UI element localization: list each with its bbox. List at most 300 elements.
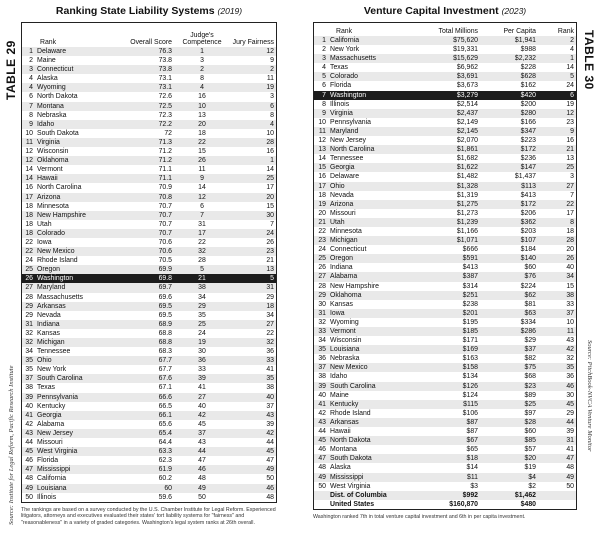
cell-rank: 25 <box>314 254 328 263</box>
cell-rank: 28 <box>25 293 33 301</box>
cell-value-1: $3,279 <box>416 91 480 100</box>
table-row <box>314 400 576 409</box>
cell-value-1: $1,622 <box>416 163 480 172</box>
cell-rank: 43 <box>22 429 35 438</box>
cell-value-2: 41 <box>198 384 206 392</box>
cell-state: Massachusetts <box>328 54 416 63</box>
cell-value-1: $3,673 <box>456 82 478 90</box>
table-row <box>314 345 576 354</box>
table-row <box>22 156 276 165</box>
cell-value-2: 46 <box>174 465 230 474</box>
table-row <box>22 265 276 274</box>
cell-rank: 2 <box>322 46 326 54</box>
cell-state: North Carolina <box>328 145 416 154</box>
cell-value-2: $37 <box>480 345 538 354</box>
cell-state: North Dakota <box>328 436 416 445</box>
col-total-millions: Total Millions <box>438 28 478 36</box>
cell-value-3: 19 <box>230 83 276 92</box>
cell-rank: 49 <box>314 473 328 482</box>
cell-state: New Mexico <box>35 247 118 256</box>
cell-value-1: 70.7 <box>118 229 174 238</box>
table-row <box>22 320 276 329</box>
cell-value-1: 72.6 <box>158 93 172 101</box>
table-row <box>22 102 276 111</box>
cell-value-1: $75,620 <box>416 36 480 45</box>
table-row <box>22 393 276 402</box>
cell-value-1: 65.6 <box>158 420 172 428</box>
cell-value-2: 37 <box>174 429 230 438</box>
cell-value-3: 25 <box>538 163 576 172</box>
cell-value-2: $286 <box>480 327 538 336</box>
table-row <box>22 365 276 374</box>
cell-value-2: $97 <box>524 409 536 417</box>
cell-rank: 41 <box>314 400 328 409</box>
cell-value-1: $126 <box>416 382 480 391</box>
col-rank: Rank <box>336 28 353 36</box>
table-row <box>314 54 576 63</box>
cell-value-3: 29 <box>566 409 574 417</box>
cell-state: New Mexico <box>328 363 416 372</box>
cell-state: Hawaii <box>35 174 118 183</box>
cell-value-2: 47 <box>198 457 206 465</box>
cell-rank: 4 <box>322 64 326 72</box>
cell-value-3: 40 <box>566 264 574 272</box>
cell-value-3: 39 <box>266 420 274 428</box>
cell-state: Tennessee <box>37 348 71 356</box>
col-judges-competence: Judge's Competence <box>182 31 222 47</box>
cell-value-1: 67.1 <box>158 384 172 392</box>
cell-value-1: 69.9 <box>118 265 174 274</box>
table-row <box>22 356 276 365</box>
cell-rank: 9 <box>22 120 35 129</box>
cell-value-1: 71.1 <box>158 166 172 174</box>
table-row <box>314 182 576 191</box>
left-source: Source: Institute for Legal Reform, Pacific Research Institute <box>8 365 15 525</box>
cell-value-1: $2,070 <box>456 137 478 145</box>
col-per-capita-rank: Rank <box>557 28 574 36</box>
venture-title: Venture Capital Investment (2023) <box>363 5 527 17</box>
cell-rank: 47 <box>314 454 328 463</box>
cell-state: Michigan <box>328 236 416 245</box>
cell-value-3: 1 <box>538 54 576 63</box>
cell-value-3: 50 <box>266 475 274 483</box>
cell-value-3 <box>538 491 576 500</box>
cell-state: United States <box>328 500 416 509</box>
cell-value-2: $60 <box>524 428 536 436</box>
cell-value-3: 7 <box>270 220 274 228</box>
cell-value-2: $57 <box>524 446 536 454</box>
cell-value-3: 6 <box>538 91 576 100</box>
cell-value-2: 50 <box>198 493 206 501</box>
cell-state: Mississippi <box>35 465 118 474</box>
table-row <box>22 465 276 474</box>
cell-rank: 31 <box>314 309 328 318</box>
cell-rank: 33 <box>314 327 328 336</box>
table-row <box>314 163 576 172</box>
cell-value-2: 31 <box>198 220 206 228</box>
table-row <box>22 456 276 465</box>
table-row <box>314 172 576 181</box>
cell-state: Alaska <box>37 75 58 83</box>
cell-rank: 41 <box>22 411 35 420</box>
cell-value-3: 16 <box>566 137 574 145</box>
table-row <box>314 463 576 472</box>
cell-state: Colorado <box>35 229 118 238</box>
table-row <box>314 427 576 436</box>
cell-value-3: 34 <box>266 311 274 319</box>
cell-value-3: 27 <box>538 182 576 191</box>
cell-value-2: $62 <box>480 291 538 300</box>
cell-rank: 44 <box>25 439 33 447</box>
col-jury-fairness: Jury Fairness <box>232 39 274 47</box>
cell-rank <box>314 500 328 509</box>
cell-value-3: 16 <box>266 148 274 156</box>
cell-value-2: 9 <box>174 174 230 183</box>
cell-rank: 50 <box>318 482 326 490</box>
cell-rank: 18 <box>22 211 35 220</box>
table-30-label: TABLE 30 <box>582 30 596 90</box>
cell-value-3: 39 <box>566 428 574 436</box>
cell-value-1: 72.5 <box>118 102 174 111</box>
cell-state: Alabama <box>328 272 416 281</box>
cell-state: New York <box>330 46 360 54</box>
cell-value-2: 43 <box>198 439 206 447</box>
cell-value-1: 67.6 <box>118 374 174 383</box>
col-rank: Rank <box>40 39 57 47</box>
cell-state: Kentucky <box>37 402 66 410</box>
cell-rank: 45 <box>314 436 328 445</box>
table-row <box>314 209 576 218</box>
cell-value-2: $162 <box>520 82 536 90</box>
cell-state: Ohio <box>35 356 118 365</box>
table-row <box>22 111 276 120</box>
liability-panel <box>21 0 277 526</box>
cell-value-1: 69.5 <box>118 302 174 311</box>
cell-value-2: 12 <box>174 193 230 202</box>
cell-rank: 35 <box>314 345 328 354</box>
right-source: Source: PitchBook-NVCA Venture Monitor <box>586 340 593 452</box>
cell-value-1: $591 <box>416 254 480 263</box>
cell-value-2: 32 <box>174 247 230 256</box>
cell-state: Tennessee <box>330 155 364 163</box>
cell-value-2: 13 <box>198 111 206 119</box>
cell-value-3: 27 <box>230 320 276 329</box>
cell-value-2: $140 <box>480 254 538 263</box>
cell-value-1: $1,273 <box>456 209 478 217</box>
table-row <box>314 300 576 309</box>
cell-value-2: $236 <box>520 155 536 163</box>
cell-state: South Dakota <box>328 454 416 463</box>
cell-value-3: 50 <box>566 482 574 490</box>
cell-value-3: 18 <box>230 302 276 311</box>
cell-value-3: 48 <box>566 464 574 472</box>
cell-state: Vermont <box>328 327 416 336</box>
cell-state: Louisiana <box>328 345 416 354</box>
cell-value-2: $1,437 <box>514 173 536 181</box>
cell-state: Minnesota <box>37 202 69 210</box>
table-row <box>314 272 576 281</box>
cell-rank: 3 <box>314 54 328 63</box>
cell-value-2: 14 <box>198 184 206 192</box>
cell-value-2: 6 <box>200 202 204 210</box>
cell-rank: 2 <box>29 57 33 65</box>
table-row <box>314 336 576 345</box>
cell-value-2: $25 <box>480 400 538 409</box>
cell-value-1: 67.7 <box>158 366 172 374</box>
cell-value-2: 45 <box>198 420 206 428</box>
cell-state: Texas <box>37 384 55 392</box>
cell-rank: 9 <box>314 109 328 118</box>
table-row <box>22 129 276 138</box>
cell-rank: 28 <box>318 282 326 290</box>
cell-value-2: 7 <box>174 211 230 220</box>
cell-value-2: $413 <box>520 191 536 199</box>
cell-value-2: 34 <box>198 293 206 301</box>
cell-rank: 1 <box>22 47 35 56</box>
liability-note: The rankings are based on a survey conducted by the U.S. Chamber Institute for Legal Reform. Experienced litigators, attorneys and executives evaluated their states' tort liability systems for "fairness" and "reasonableness" in a variety of graded categories. Washington's legal system ranks at 26th overall. <box>21 506 276 526</box>
cell-state: New York <box>37 366 67 374</box>
table-row <box>22 65 276 74</box>
cell-rank: 32 <box>22 338 35 347</box>
table-row <box>314 218 576 227</box>
cell-value-3: 14 <box>566 64 574 72</box>
table-row <box>314 382 576 391</box>
cell-value-1: $115 <box>416 400 480 409</box>
table-row <box>314 191 576 200</box>
table-row <box>314 363 576 372</box>
cell-value-2: 10 <box>174 102 230 111</box>
cell-value-1: 71.3 <box>118 138 174 147</box>
cell-rank: 11 <box>22 138 35 147</box>
cell-value-1: 61.9 <box>118 465 174 474</box>
cell-value-2: $334 <box>520 318 536 326</box>
cell-value-1: 69.7 <box>118 283 174 292</box>
table-row <box>314 263 576 272</box>
table-row <box>314 254 576 263</box>
cell-state: South Dakota <box>37 129 79 137</box>
cell-value-3: 46 <box>538 382 576 391</box>
cell-value-2: $147 <box>480 163 538 172</box>
cell-value-3: 6 <box>230 102 276 111</box>
table-row <box>314 309 576 318</box>
cell-value-1: $124 <box>462 391 478 399</box>
cell-value-3: 43 <box>566 337 574 345</box>
cell-state: New Jersey <box>330 137 366 145</box>
cell-value-3: 19 <box>566 100 574 108</box>
cell-value-2: $172 <box>480 200 538 209</box>
cell-value-3: 31 <box>230 283 276 292</box>
table-row <box>314 36 576 45</box>
cell-value-1: $1,482 <box>456 173 478 181</box>
cell-value-1: 68.3 <box>158 348 172 356</box>
cell-value-2: 18 <box>198 129 206 137</box>
cell-state: Texas <box>330 64 348 72</box>
cell-value-1: $2,437 <box>416 109 480 118</box>
cell-value-3: 10 <box>566 318 574 326</box>
liability-title: Ranking State Liability Systems (2019) <box>55 5 243 17</box>
cell-rank: 39 <box>22 393 35 402</box>
table-row <box>314 291 576 300</box>
cell-state: Florida <box>330 82 352 90</box>
table-row <box>22 147 276 156</box>
table-row <box>314 145 576 154</box>
col-per-capita: Per Capita <box>503 28 536 36</box>
cell-value-3: 11 <box>266 75 274 83</box>
table-row <box>22 138 276 147</box>
cell-value-1: 71.2 <box>158 148 172 156</box>
cell-value-1: $1,275 <box>416 200 480 209</box>
cell-value-1: $18 <box>416 454 480 463</box>
cell-value-3: 37 <box>266 402 274 410</box>
cell-value-1: 63.3 <box>118 447 174 456</box>
table-row <box>314 72 576 81</box>
cell-state: Ohio <box>328 182 416 191</box>
cell-rank: 37 <box>22 374 35 383</box>
cell-rank: 22 <box>22 247 35 256</box>
cell-state: Virginia <box>35 138 118 147</box>
cell-state: Kansas <box>330 300 353 308</box>
cell-state: Nebraska <box>330 355 360 363</box>
cell-value-2: 25 <box>174 320 230 329</box>
cell-state: Alabama <box>37 420 65 428</box>
cell-value-2: 4 <box>174 83 230 92</box>
table-row <box>22 83 276 92</box>
cell-rank: 22 <box>25 238 33 246</box>
cell-value-3: 3 <box>570 173 574 181</box>
cell-value-3: 36 <box>266 348 274 356</box>
cell-rank: 26 <box>22 274 35 283</box>
cell-value-2: $280 <box>480 109 538 118</box>
cell-value-3: 45 <box>230 447 276 456</box>
cell-rank: 12 <box>22 156 35 165</box>
cell-value-1: 70.6 <box>158 238 172 246</box>
table-row <box>22 174 276 183</box>
cell-state: Pennsylvania <box>35 393 118 402</box>
cell-state: Florida <box>37 457 59 465</box>
cell-state: Arizona <box>35 193 118 202</box>
table-row <box>22 74 276 83</box>
cell-rank: 18 <box>25 220 33 228</box>
cell-rank: 29 <box>22 302 35 311</box>
cell-value-3: 5 <box>538 72 576 81</box>
cell-value-1: 73.1 <box>118 83 174 92</box>
cell-rank: 34 <box>318 337 326 345</box>
cell-state: Louisiana <box>35 484 118 493</box>
cell-value-1: 73.8 <box>118 65 174 74</box>
cell-state: Virginia <box>328 109 416 118</box>
cell-value-1: $65 <box>466 446 478 454</box>
cell-rank: 38 <box>25 384 33 392</box>
cell-value-2: $76 <box>480 272 538 281</box>
table-row <box>22 474 276 483</box>
cell-value-3: 34 <box>538 272 576 281</box>
table-row <box>314 100 576 109</box>
cell-value-3: 47 <box>538 454 576 463</box>
cell-value-3: 28 <box>230 138 276 147</box>
cell-value-2: $2,232 <box>480 54 538 63</box>
cell-value-2: $2 <box>528 482 536 490</box>
cell-state: Arkansas <box>328 418 416 427</box>
table-row <box>314 282 576 291</box>
cell-state: Missouri <box>330 209 356 217</box>
cell-value-2: $420 <box>480 91 538 100</box>
table-row <box>314 318 576 327</box>
cell-value-3: 49 <box>538 473 576 482</box>
cell-state: Wisconsin <box>330 337 362 345</box>
cell-state: Maine <box>37 57 56 65</box>
venture-note: Washington ranked 7th in total venture capital investment and 6th in per capita investment. <box>313 513 526 520</box>
table-row <box>314 354 576 363</box>
cell-value-3: 44 <box>266 439 274 447</box>
cell-value-1: 65.4 <box>118 429 174 438</box>
cell-value-3: 5 <box>230 274 276 283</box>
cell-state: Kentucky <box>328 400 416 409</box>
cell-value-2: 49 <box>174 484 230 493</box>
table-row <box>314 200 576 209</box>
table-row <box>314 45 576 54</box>
cell-value-1: 72 <box>164 129 172 137</box>
table-row <box>22 202 276 211</box>
cell-value-3: 24 <box>230 229 276 238</box>
col-overall-score: Overall Score <box>130 39 172 47</box>
cell-state: Arkansas <box>35 302 118 311</box>
cell-rank: 40 <box>25 402 33 410</box>
cell-state: Nevada <box>330 191 354 199</box>
cell-state: Illinois <box>330 100 350 108</box>
cell-state: South Carolina <box>328 382 416 391</box>
cell-value-1: $1,861 <box>416 145 480 154</box>
cell-state: Indiana <box>330 264 353 272</box>
cell-value-3: 33 <box>230 356 276 365</box>
cell-value-1: $2,145 <box>416 127 480 136</box>
cell-value-1: $238 <box>462 300 478 308</box>
cell-rank: 6 <box>322 82 326 90</box>
cell-state: Massachusetts <box>37 293 83 301</box>
table-row <box>22 183 276 192</box>
table-row <box>22 429 276 438</box>
cell-value-1: 71.2 <box>118 156 174 165</box>
table-row <box>22 229 276 238</box>
cell-value-1: $6,962 <box>456 64 478 72</box>
cell-state: Rhode Island <box>330 409 371 417</box>
table-row <box>22 438 276 447</box>
cell-value-2: 3 <box>200 57 204 65</box>
cell-value-1: 70.5 <box>158 257 172 265</box>
table-row <box>22 329 276 338</box>
table-row <box>22 302 276 311</box>
cell-value-1: 67.7 <box>118 356 174 365</box>
cell-state: Maine <box>330 391 349 399</box>
cell-value-1: $134 <box>462 373 478 381</box>
cell-rank: 10 <box>318 118 326 126</box>
cell-value-3: 14 <box>266 166 274 174</box>
cell-value-3: 41 <box>566 446 574 454</box>
cell-value-2: 20 <box>174 120 230 129</box>
cell-rank: 48 <box>25 475 33 483</box>
cell-state: Mississippi <box>328 473 416 482</box>
cell-value-3: 22 <box>538 200 576 209</box>
cell-state: West Virginia <box>35 447 118 456</box>
table-row <box>22 383 276 392</box>
cell-value-2: $28 <box>480 418 538 427</box>
cell-rank: 32 <box>25 329 33 337</box>
cell-rank: 7 <box>314 91 328 100</box>
cell-state: Iowa <box>37 238 52 246</box>
table-row <box>22 293 276 302</box>
cell-state: Iowa <box>328 309 416 318</box>
cell-rank: 18 <box>318 191 326 199</box>
cell-value-2: 35 <box>198 311 206 319</box>
